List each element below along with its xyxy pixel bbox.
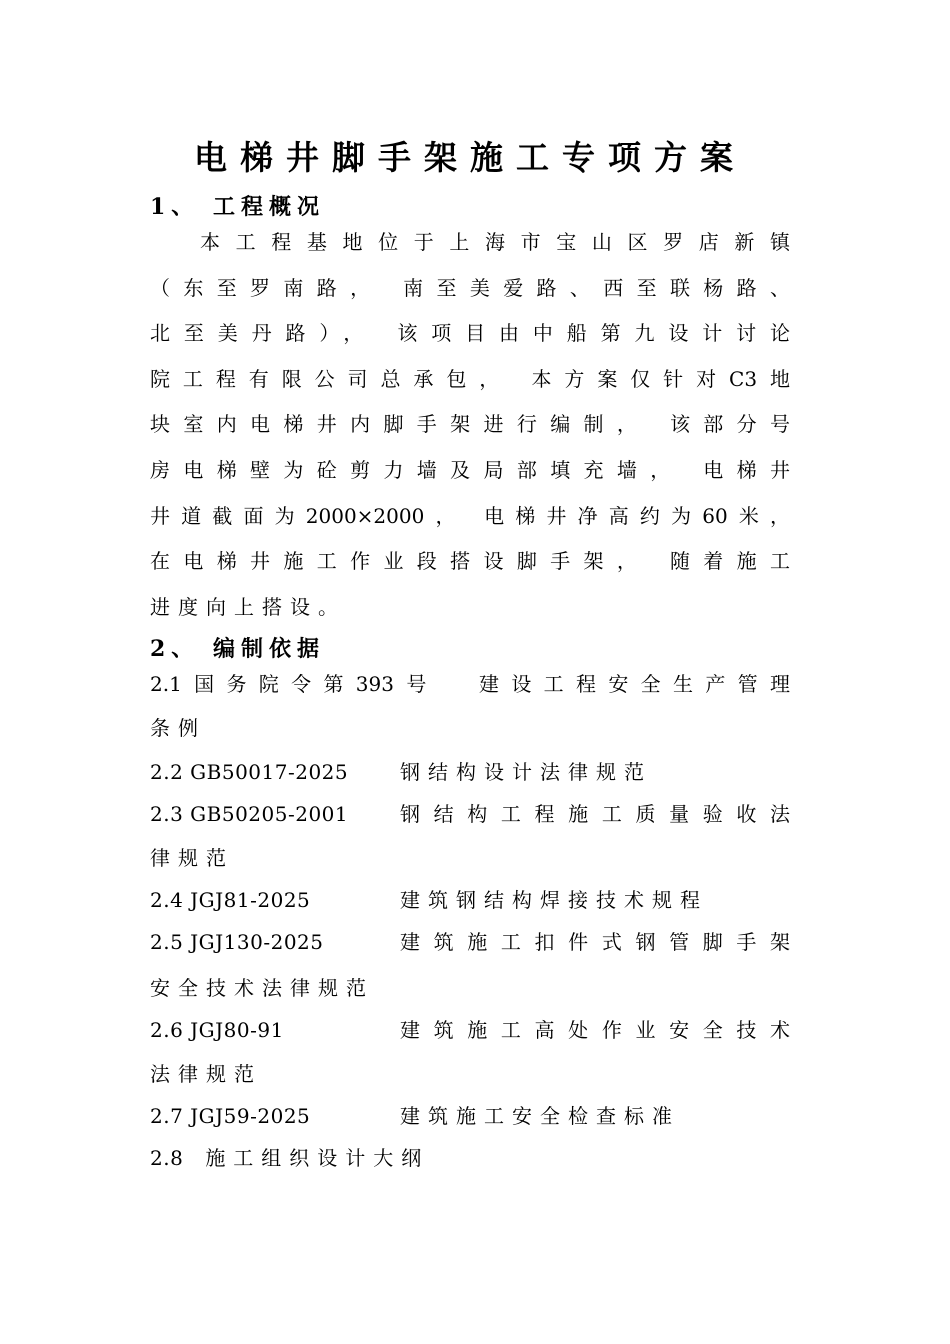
reference-item-2-3 [150, 798, 790, 827]
reference-name: 建设工程安全生产管理 [466, 672, 790, 696]
reference-continuation: 法律规范 [150, 1062, 262, 1086]
paragraph-line: 北至美丹路）， 该项目由中船第九设计讨论 [150, 321, 790, 346]
reference-item-2-1 [150, 668, 790, 697]
paragraph-line: 块室内电梯井内脚手架进行编制， 该部分号 [150, 412, 790, 437]
reference-continuation: 安全技术法律规范 [150, 976, 374, 1000]
reference-code: 2.5 JGJ130-2025 [150, 930, 324, 954]
reference-continuation: 条例 [150, 716, 206, 740]
reference-continuation: 律规范 [150, 846, 234, 870]
reference-code: 2.1国务院令第393号 [150, 672, 439, 696]
reference-name: 建筑施工扣件式钢管脚手架 [400, 930, 790, 954]
paragraph-line: 井道截面为2000×2000， 电梯井净高约为60米， [150, 503, 790, 528]
reference-code: 2.2 GB50017-2025 [150, 760, 349, 784]
reference-item-2-4 [150, 884, 790, 913]
reference-item-2-7 [150, 1100, 790, 1129]
paragraph-line: （东至罗南路， 南至美爱路、西至联杨路、 [150, 275, 790, 300]
section-heading-basis: 2、 编制依据 [150, 636, 325, 662]
reference-code: 2.4 JGJ81-2025 [150, 888, 311, 912]
reference-item-2-2 [150, 756, 790, 785]
paragraph-line: 房电梯壁为砼剪力墙及局部填充墙， 电梯井 [150, 457, 790, 482]
reference-item-2-8 [150, 1142, 790, 1171]
reference-code: 2.6 JGJ80-91 [150, 1018, 284, 1042]
paragraph-line: 院工程有限公司总承包， 本方案仅针对C3地 [150, 366, 790, 391]
overview-paragraph [150, 220, 790, 630]
document-title: 电梯井脚手架施工专项方案 [194, 138, 746, 177]
reference-item-2-5 [150, 926, 790, 955]
reference-name: 钢结构设计法律规范 [400, 760, 652, 784]
reference-code: 2.8 [150, 1146, 184, 1170]
reference-name: 施工组织设计大纲 [205, 1146, 430, 1170]
reference-name: 建筑施工安全检查标准 [400, 1104, 680, 1128]
reference-code: 2.7 JGJ59-2025 [150, 1104, 311, 1128]
paragraph-line: 本工程基地位于上海市宝山区罗店新镇 [200, 230, 790, 254]
reference-name: 建筑钢结构焊接技术规程 [400, 888, 708, 912]
paragraph-line: 在电梯井施工作业段搭设脚手架， 随着施工 [150, 549, 790, 574]
reference-name: 钢结构工程施工质量验收法 [400, 802, 790, 826]
section-heading-overview: 1、 工程概况 [150, 194, 325, 220]
reference-item-2-6 [150, 1014, 790, 1043]
reference-name: 建筑施工高处作业安全技术 [400, 1018, 790, 1042]
reference-code: 2.3 GB50205-2001 [150, 802, 349, 826]
paragraph-line: 进度向上搭设。 [150, 594, 346, 619]
